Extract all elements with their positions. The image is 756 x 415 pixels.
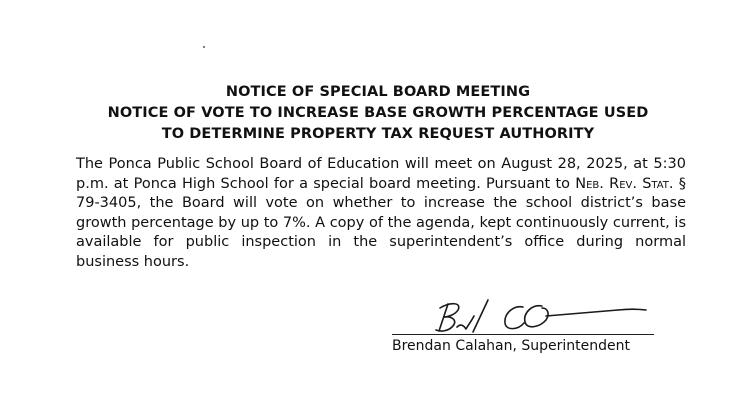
handwritten-signature (428, 296, 656, 336)
body-text-part1: The Ponca Public School Board of Education will meet on August 28, 2025, at 5:30 p.m. at Ponca High School for a special board meeting. Pursuant to (76, 156, 686, 192)
signatory-name: Brendan Calahan, Superintendent (392, 338, 630, 354)
heading-property-tax-authority: TO DETERMINE PROPERTY TAX REQUEST AUTHORITY (161, 126, 595, 142)
signature-block (392, 296, 656, 366)
notice-body (76, 155, 686, 272)
heading-special-board-meeting: NOTICE OF SPECIAL BOARD MEETING (225, 84, 531, 100)
notice-headings (0, 82, 756, 145)
signature-line (392, 334, 654, 335)
heading-vote-to-increase: NOTICE OF VOTE TO INCREASE BASE GROWTH PERCENTAGE USED (107, 105, 649, 121)
body-text-part2: § 79-3405, the Board will vote on whether to increase the school district’s base growth percentage by up to 7%. A copy of the agenda, kept continuously current, is available for public inspection in the superintendent’s office during normal business hours. (76, 175, 687, 270)
statute-citation: Neb. Rev. Stat. (575, 175, 674, 192)
scan-speck (203, 46, 205, 48)
